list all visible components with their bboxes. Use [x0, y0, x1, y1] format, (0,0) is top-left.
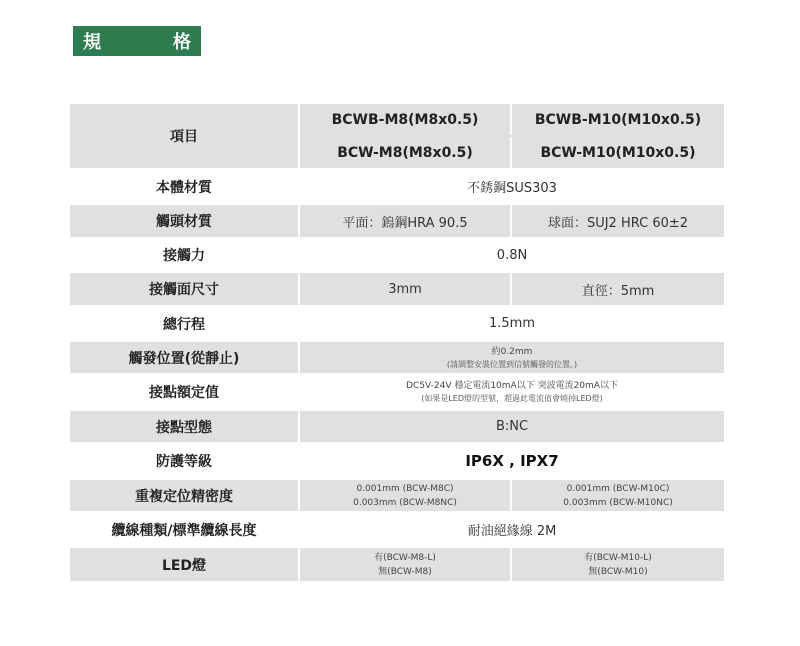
section-title-char-1: 規 [83, 32, 101, 53]
row-label: 接觸面尺寸 [70, 273, 298, 305]
row-value: B:NC [300, 411, 724, 442]
row-value: IP6X , IPX7 [465, 452, 559, 470]
header-row [70, 104, 724, 168]
row-value-b-line-1: 0.001mm (BCW-M10C) [566, 483, 670, 494]
table-row [70, 239, 724, 271]
row-value: 1.5mm [488, 316, 535, 331]
row-label: 接點型態 [70, 411, 298, 442]
section-title-char-2: 格 [173, 32, 191, 53]
table-row [70, 342, 724, 373]
table-row [70, 205, 724, 237]
row-value-a-line-2: 0.003mm (BCW-M8NC) [353, 497, 457, 508]
row-value-a-line-1: 有(BCW-M8-L) [374, 552, 436, 563]
section-title [73, 26, 201, 56]
table-row [70, 411, 724, 442]
row-value: 不銹鋼SUS303 [467, 181, 557, 196]
row-label: 接觸力 [163, 248, 205, 264]
table-row [70, 307, 724, 340]
header-model-a-1: BCWB-M8(M8x0.5) [300, 104, 510, 135]
row-value: DC5V-24V 穩定電流10mA以下 突波電流20mA以下 [406, 381, 618, 391]
row-value-a: 平面：鎢鋼HRA 90.5 [300, 205, 510, 237]
spec-table [70, 104, 724, 583]
table-row [70, 375, 724, 409]
row-value-b: 球面：SUJ2 HRC 60±2 [512, 205, 724, 237]
table-row [70, 480, 724, 511]
row-label: 觸發位置(從靜止) [70, 342, 298, 373]
row-value-b: 直徑：5mm [512, 273, 724, 305]
row-value-b-line-2: 0.003mm (BCW-M10NC) [563, 497, 673, 508]
header-label: 項目 [70, 104, 298, 168]
table-row [70, 513, 724, 546]
row-value-a-line-2: 無(BCW-M8) [378, 566, 432, 577]
row-note: (請調整安裝位置到信號觸發的位置。) [446, 359, 578, 369]
table-row [70, 444, 724, 478]
row-value-b-line-1: 有(BCW-M10-L) [584, 552, 652, 563]
table-row [70, 273, 724, 305]
row-value: 耐油絕緣線 2M [467, 524, 557, 539]
row-label: 纜線種類/標準纜線長度 [111, 522, 257, 539]
row-label: 重複定位精密度 [70, 480, 298, 511]
header-model-a-2: BCW-M8(M8x0.5) [300, 137, 510, 168]
header-model-b-2: BCW-M10(M10x0.5) [512, 137, 724, 168]
row-value-a: 3mm [300, 273, 510, 305]
row-label: 觸頭材質 [70, 205, 298, 237]
row-note: (如果是LED燈的型號，超過此電流值會燒掉LED燈) [421, 394, 603, 403]
row-label: 防護等級 [156, 454, 212, 470]
row-value: 約0.2mm [491, 346, 533, 357]
row-label: 總行程 [163, 316, 205, 333]
row-value-a-line-1: 0.001mm (BCW-M8C) [356, 483, 454, 494]
table-row [70, 170, 724, 203]
row-label: 本體材質 [156, 179, 212, 196]
row-label: 接點額定值 [149, 385, 219, 401]
header-model-b-1: BCWB-M10(M10x0.5) [512, 104, 724, 135]
row-value-b-line-2: 無(BCW-M10) [588, 566, 648, 577]
row-label: LED燈 [70, 548, 298, 581]
table-row [70, 548, 724, 581]
row-value: 0.8N [496, 247, 528, 263]
